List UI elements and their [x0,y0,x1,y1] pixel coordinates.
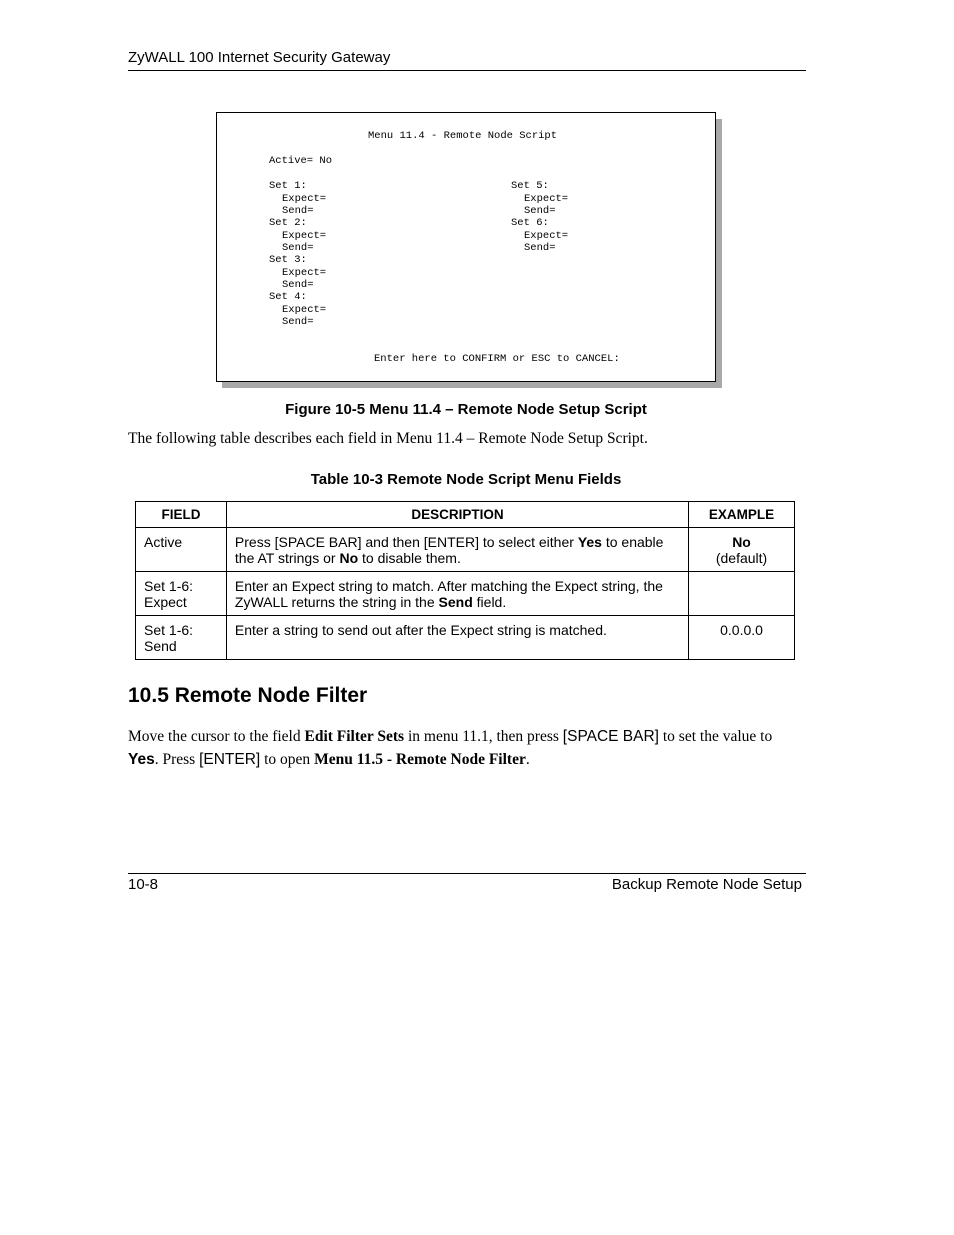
description-cell: Enter an Expect string to match. After matching the Expect string, the ZyWALL returns the string in the Send field. [226,572,688,616]
terminal-set-6-send: Send= [524,242,556,254]
column-header-description: DESCRIPTION [226,502,688,528]
section-heading: 10.5 Remote Node Filter [128,684,368,707]
field-cell: Set 1-6: Expect [136,572,227,616]
terminal-set-2-expect: Expect= [282,230,327,242]
intro-paragraph: The following table describes each field in Menu 11.4 – Remote Node Setup Script. [128,430,648,447]
section-paragraph: Move the cursor to the field Edit Filter Sets in menu 11.1, then press [SPACE BAR] to set the value to Yes. Press [ENTER] to open Menu 11.5 - Remote Node Filter. [128,728,773,768]
table-row [136,616,795,660]
description-cell: Press [SPACE BAR] and then [ENTER] to select either Yes to enable the AT strings or No to disable them. [226,528,688,572]
terminal-set-3: Set 3: [269,254,307,266]
fields-table [135,501,795,660]
terminal-set-3-send: Send= [282,279,314,291]
header-title: ZyWALL 100 Internet Security Gateway [128,49,391,66]
terminal-set-1: Set 1: [269,180,307,192]
terminal-screen [216,112,716,382]
description-cell: Enter a string to send out after the Expect string is matched. [226,616,688,660]
page-footer [128,873,806,898]
terminal-set-4-expect: Expect= [282,304,327,316]
terminal-title: Menu 11.4 - Remote Node Script [368,130,558,142]
table-row [136,572,795,616]
terminal-prompt: Enter here to CONFIRM or ESC to CANCEL: [374,353,620,365]
terminal-set-1-expect: Expect= [282,193,327,205]
terminal-active: Active= No [269,155,333,167]
field-cell: Active [136,528,227,572]
example-cell: 0.0.0.0 [689,616,795,660]
table-header-row [136,502,795,528]
page-number: 10-8 [128,876,159,893]
terminal-set-2: Set 2: [269,217,307,229]
terminal-set-3-expect: Expect= [282,267,327,279]
terminal-set-5-send: Send= [524,205,556,217]
terminal-set-5-expect: Expect= [524,193,569,205]
column-header-field: FIELD [136,502,227,528]
field-cell: Set 1-6: Send [136,616,227,660]
column-header-example: EXAMPLE [689,502,795,528]
page-header [128,48,806,71]
terminal-set-5: Set 5: [511,180,549,192]
example-cell [689,572,795,616]
terminal-set-6-expect: Expect= [524,230,569,242]
table-caption: Table 10-3 Remote Node Script Menu Fields [310,471,622,488]
terminal-set-4: Set 4: [269,291,307,303]
terminal-set-6: Set 6: [511,217,549,229]
figure-caption: Figure 10-5 Menu 11.4 – Remote Node Setup Script [285,401,647,418]
table-row [136,528,795,572]
terminal-set-1-send: Send= [282,205,314,217]
terminal-set-4-send: Send= [282,316,314,328]
chapter-title: Backup Remote Node Setup [611,876,802,893]
terminal-set-2-send: Send= [282,242,314,254]
example-cell: No (default) [689,528,795,572]
